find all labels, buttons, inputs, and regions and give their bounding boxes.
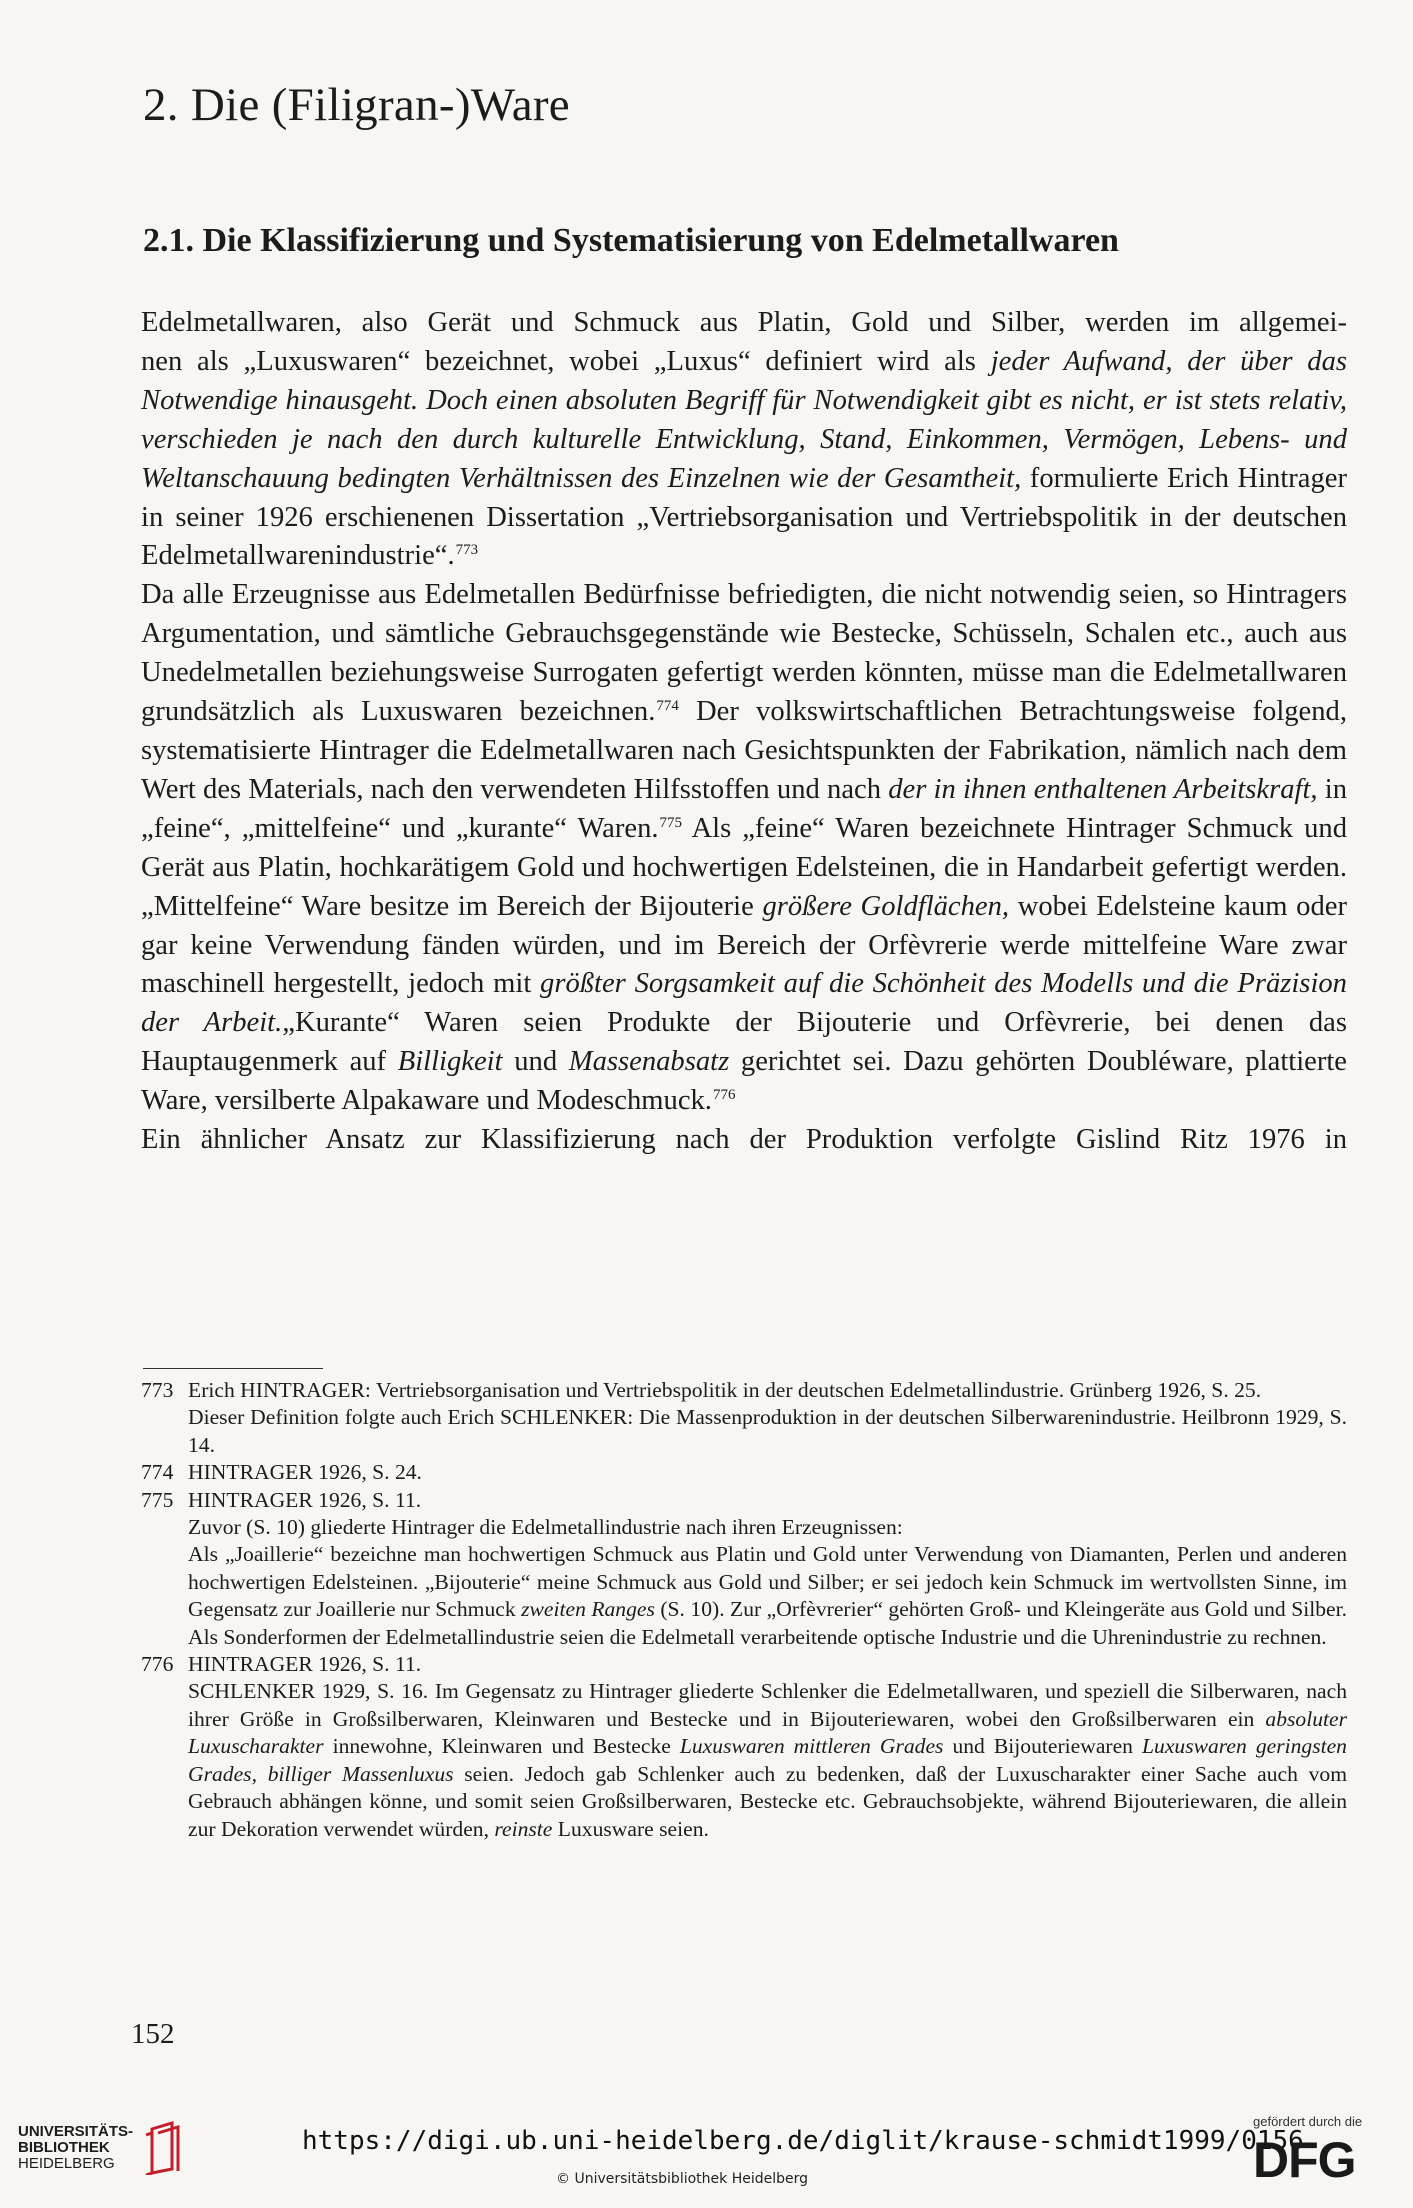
footnote-body xyxy=(188,1377,1347,1459)
quote-italic: größere Goldflächen, xyxy=(762,890,1010,922)
footnote-body xyxy=(188,1487,1347,1651)
footnote-775 xyxy=(141,1487,1347,1651)
funder-block xyxy=(1253,2114,1393,2188)
footnote-773 xyxy=(141,1377,1347,1459)
footnote-ref-773[interactable]: 773 xyxy=(455,542,479,559)
body-text-run: formulierte Erich Hintrager in seiner 1926 erschienenen Dissertation „Vertriebsorganisation und Vertriebspolitik in der deutschen Edelmetallwarenindustrie“. xyxy=(141,462,1348,572)
footnote-body xyxy=(188,1651,1347,1843)
footnote-text-run: Als „Joaillerie“ bezeichne man hochwertigen Schmuck aus Platin und Gold unter Verwendung von Diamanten, Perlen und anderen hochwertigen Edelsteinen. „Bijouterie“ meine Schmuck aus Gold und Silber; er sei jedoch kein Schmuck im wertvollsten Sinne, im Gegensatz zur Joaillerie nur Schmuck xyxy=(188,1542,1347,1622)
body-text-run: in „feine“, „mittelfeine“ und „kurante“ Waren. xyxy=(141,773,1347,844)
footnote-text-run: innewohne, Kleinwaren und Bestecke xyxy=(323,1734,680,1759)
chapter-title: 2. Die (Filigran-)Ware xyxy=(143,79,570,131)
footnote-ref-776[interactable]: 776 xyxy=(712,1087,736,1104)
quote-italic: jeder Aufwand, der über das Notwendige hinausgeht. Doch einen absoluten Begriff für Notwendigkeit gibt es nicht, er ist stets relativ, verschieden je nach den durch kulturelle Entwicklung, Stand, Einkommen, Vermögen, Lebens- und Weltanschauung bedingten Verhältnissen des Einzelnen wie der Gesamtheit, xyxy=(141,345,1347,494)
section-title: 2.1. Die Klassifizierung und Systematisierung von Edelmetallwaren xyxy=(143,222,1119,259)
copyright-notice: © Universitätsbibliothek Heidelberg xyxy=(556,2171,809,2187)
library-name-line: BIBLIOTHEK xyxy=(18,2139,110,2156)
footnote-italic: Luxuswaren geringsten Grades, billiger Massenluxus xyxy=(188,1734,1347,1786)
footnote-number: 775 xyxy=(141,1487,174,1512)
body-text-run: „Kurante“ Waren seien Produkte der Bijouterie und Orfèvrerie, bei denen das Hauptaugenmerk auf xyxy=(141,1007,1347,1078)
footnote-text-run: (S. 10). Zur „Orfèvrerier“ gehörten Groß- und Kleingeräte aus Gold und Silber. Als Sonderformen der Edelmetallindustrie seien die Edelmetall verarbeitende optische Industrie und die Uhrenindustrie zu rechnen. xyxy=(188,1597,1347,1649)
footnote-number: 776 xyxy=(141,1652,174,1677)
footnote-776 xyxy=(141,1651,1347,1843)
footnote-text xyxy=(188,1678,1347,1842)
footnote-text: HINTRAGER 1926, S. 11. xyxy=(188,1487,422,1512)
digitization-footer xyxy=(0,2082,1413,2208)
library-name xyxy=(18,2124,133,2172)
library-name-line: HEIDELBERG xyxy=(18,2155,115,2172)
body-text-run: Als „feine“ Waren bezeichnete Hintrager Schmuck und Gerät aus Platin, hochkarätigem Gold und hochwertigen Edelsteinen, die in Handarbeit gefertigt werden. „Mittelfeine“ Ware besitze im Bereich der Bijouterie xyxy=(141,812,1347,922)
footnote-italic: Luxuswaren mittleren Grades xyxy=(679,1734,944,1759)
body-line: Edelmetallwaren, also Gerät und Schmuck aus Platin, Gold und Silber, werden im allgemei- xyxy=(141,307,1347,338)
footnote-ref-775[interactable]: 775 xyxy=(659,814,683,831)
footnote-text xyxy=(188,1541,1347,1651)
footnote-italic: reinste xyxy=(494,1816,553,1841)
dfg-logo[interactable] xyxy=(1253,2135,1381,2183)
funding-note: gefördert durch die xyxy=(1253,2114,1363,2129)
paragraph xyxy=(141,304,1347,576)
dfg-logo-text: DFG xyxy=(1253,2135,1356,2183)
body-text-run: wobei Edelsteine kaum oder gar keine Verwendung fänden würden, und im Bereich der Orfèvrerie werde mittelfeine Ware zwar maschinell hergestellt, jedoch mit xyxy=(141,890,1347,1000)
body-text xyxy=(141,304,1347,1160)
footnote-774 xyxy=(141,1459,1347,1486)
footnote-number: 773 xyxy=(141,1378,174,1402)
footnote-text: Erich HINTRAGER: Vertriebsorganisation und Vertriebspolitik in der deutschen Edelmetallindustrie. Grünberg 1926, S. 25. xyxy=(188,1378,1262,1402)
body-text-run: nen als „Luxuswaren“ bezeichnet, wobei „Luxus“ definiert wird als xyxy=(141,345,991,377)
footnote-divider xyxy=(143,1368,323,1369)
library-mark-icon xyxy=(142,2121,186,2175)
footnote-body xyxy=(188,1459,1347,1486)
footnote-text-run: SCHLENKER 1929, S. 16. Im Gegensatz zu Hintrager gliederte Schlenker die Edelmetallwaren, und speziell die Silberwaren, nach ihrer Größe in Großsilberwaren, Kleinwaren und Bestecke und in Bijouteriewaren, wobei den Großsilberwaren ein xyxy=(188,1679,1347,1731)
library-name-line: UNIVERSITÄTS- xyxy=(18,2123,134,2140)
source-url-link[interactable]: https://digi.ub.uni-heidelberg.de/diglit/krause-schmidt1999/0156 xyxy=(302,2126,1304,2156)
footnote-text: HINTRAGER 1926, S. 11. xyxy=(188,1652,422,1677)
paragraph xyxy=(141,576,1347,1121)
body-text-run: Da alle Erzeugnisse aus Edelmetallen Bedürfnisse befriedigten, die nicht notwendig seien, so Hintragers Argumentation, und sämtliche Gebrauchsgegenstände wie Bestecke, Schüsseln, Schalen etc., auch aus Unedelmetallen beziehungsweise Surrogaten gefertigt werden könnten, müsse man die Edelmetallwaren grundsätzlich als Luxuswaren bezeichnen. xyxy=(141,579,1347,728)
footnote-text: Dieser Definition folgte auch Erich SCHLENKER: Die Massenproduktion in der deutschen Silberwarenindustrie. Heilbronn 1929, S. 14. xyxy=(188,1405,1347,1457)
page-number: 152 xyxy=(131,2018,175,2050)
footnote-italic: zweiten Ranges xyxy=(521,1597,655,1622)
body-line: Ein ähnlicher Ansatz zur Klassifizierung nach der Produktion verfolgte Gislind Ritz 1976 in xyxy=(141,1124,1347,1156)
quote-italic: größter Sorgsamkeit auf die Schönheit des Modells und die Präzision der Arbeit. xyxy=(141,968,1347,1039)
paragraph xyxy=(141,1121,1347,1160)
footnote-text-run: Luxusware seien. xyxy=(552,1816,709,1841)
body-text-run: Der volkswirtschaftlichen Betrachtungsweise folgend, systematisierte Hintrager die Edelmetallwaren nach Gesichtspunkten der Fabrikation, nämlich nach dem Wert des Materials, nach den verwendeten Hilfsstoffen und nach xyxy=(141,696,1347,805)
quote-italic: Massenabsatz xyxy=(568,1046,730,1078)
footnotes xyxy=(141,1377,1347,1843)
body-text-run: gerichtet sei. Dazu gehörten Doubléware, plattierte Ware, versilberte Alpakaware und Modeschmuck. xyxy=(141,1046,1348,1117)
body-text-run: und xyxy=(502,1046,569,1078)
footnote-text: Zuvor (S. 10) gliederte Hintrager die Edelmetallindustrie nach ihren Erzeugnissen: xyxy=(188,1515,903,1540)
footnote-text: HINTRAGER 1926, S. 24. xyxy=(188,1460,422,1485)
footnote-number: 774 xyxy=(141,1460,174,1485)
quote-italic: Billigkeit xyxy=(397,1046,503,1078)
quote-italic: der in ihnen enthaltenen Arbeitskraft, xyxy=(888,773,1318,805)
footnote-ref-774[interactable]: 774 xyxy=(656,698,679,715)
footnote-text-run: und Bijouteriewaren xyxy=(943,1734,1143,1759)
footnote-italic: absoluter Luxuscharakter xyxy=(188,1706,1347,1759)
library-logo[interactable] xyxy=(18,2121,188,2175)
footnote-text-run: seien. Jedoch gab Schlenker auch zu bedenken, daß der Luxuscharakter einer Sache auch vom Gebrauch abhängen könne, und somit seien Großsilberwaren, Bestecke etc. Gebrauchsobjekte, während Bijouteriewaren, die allein zur Dekoration verwendet würden, xyxy=(188,1761,1347,1841)
